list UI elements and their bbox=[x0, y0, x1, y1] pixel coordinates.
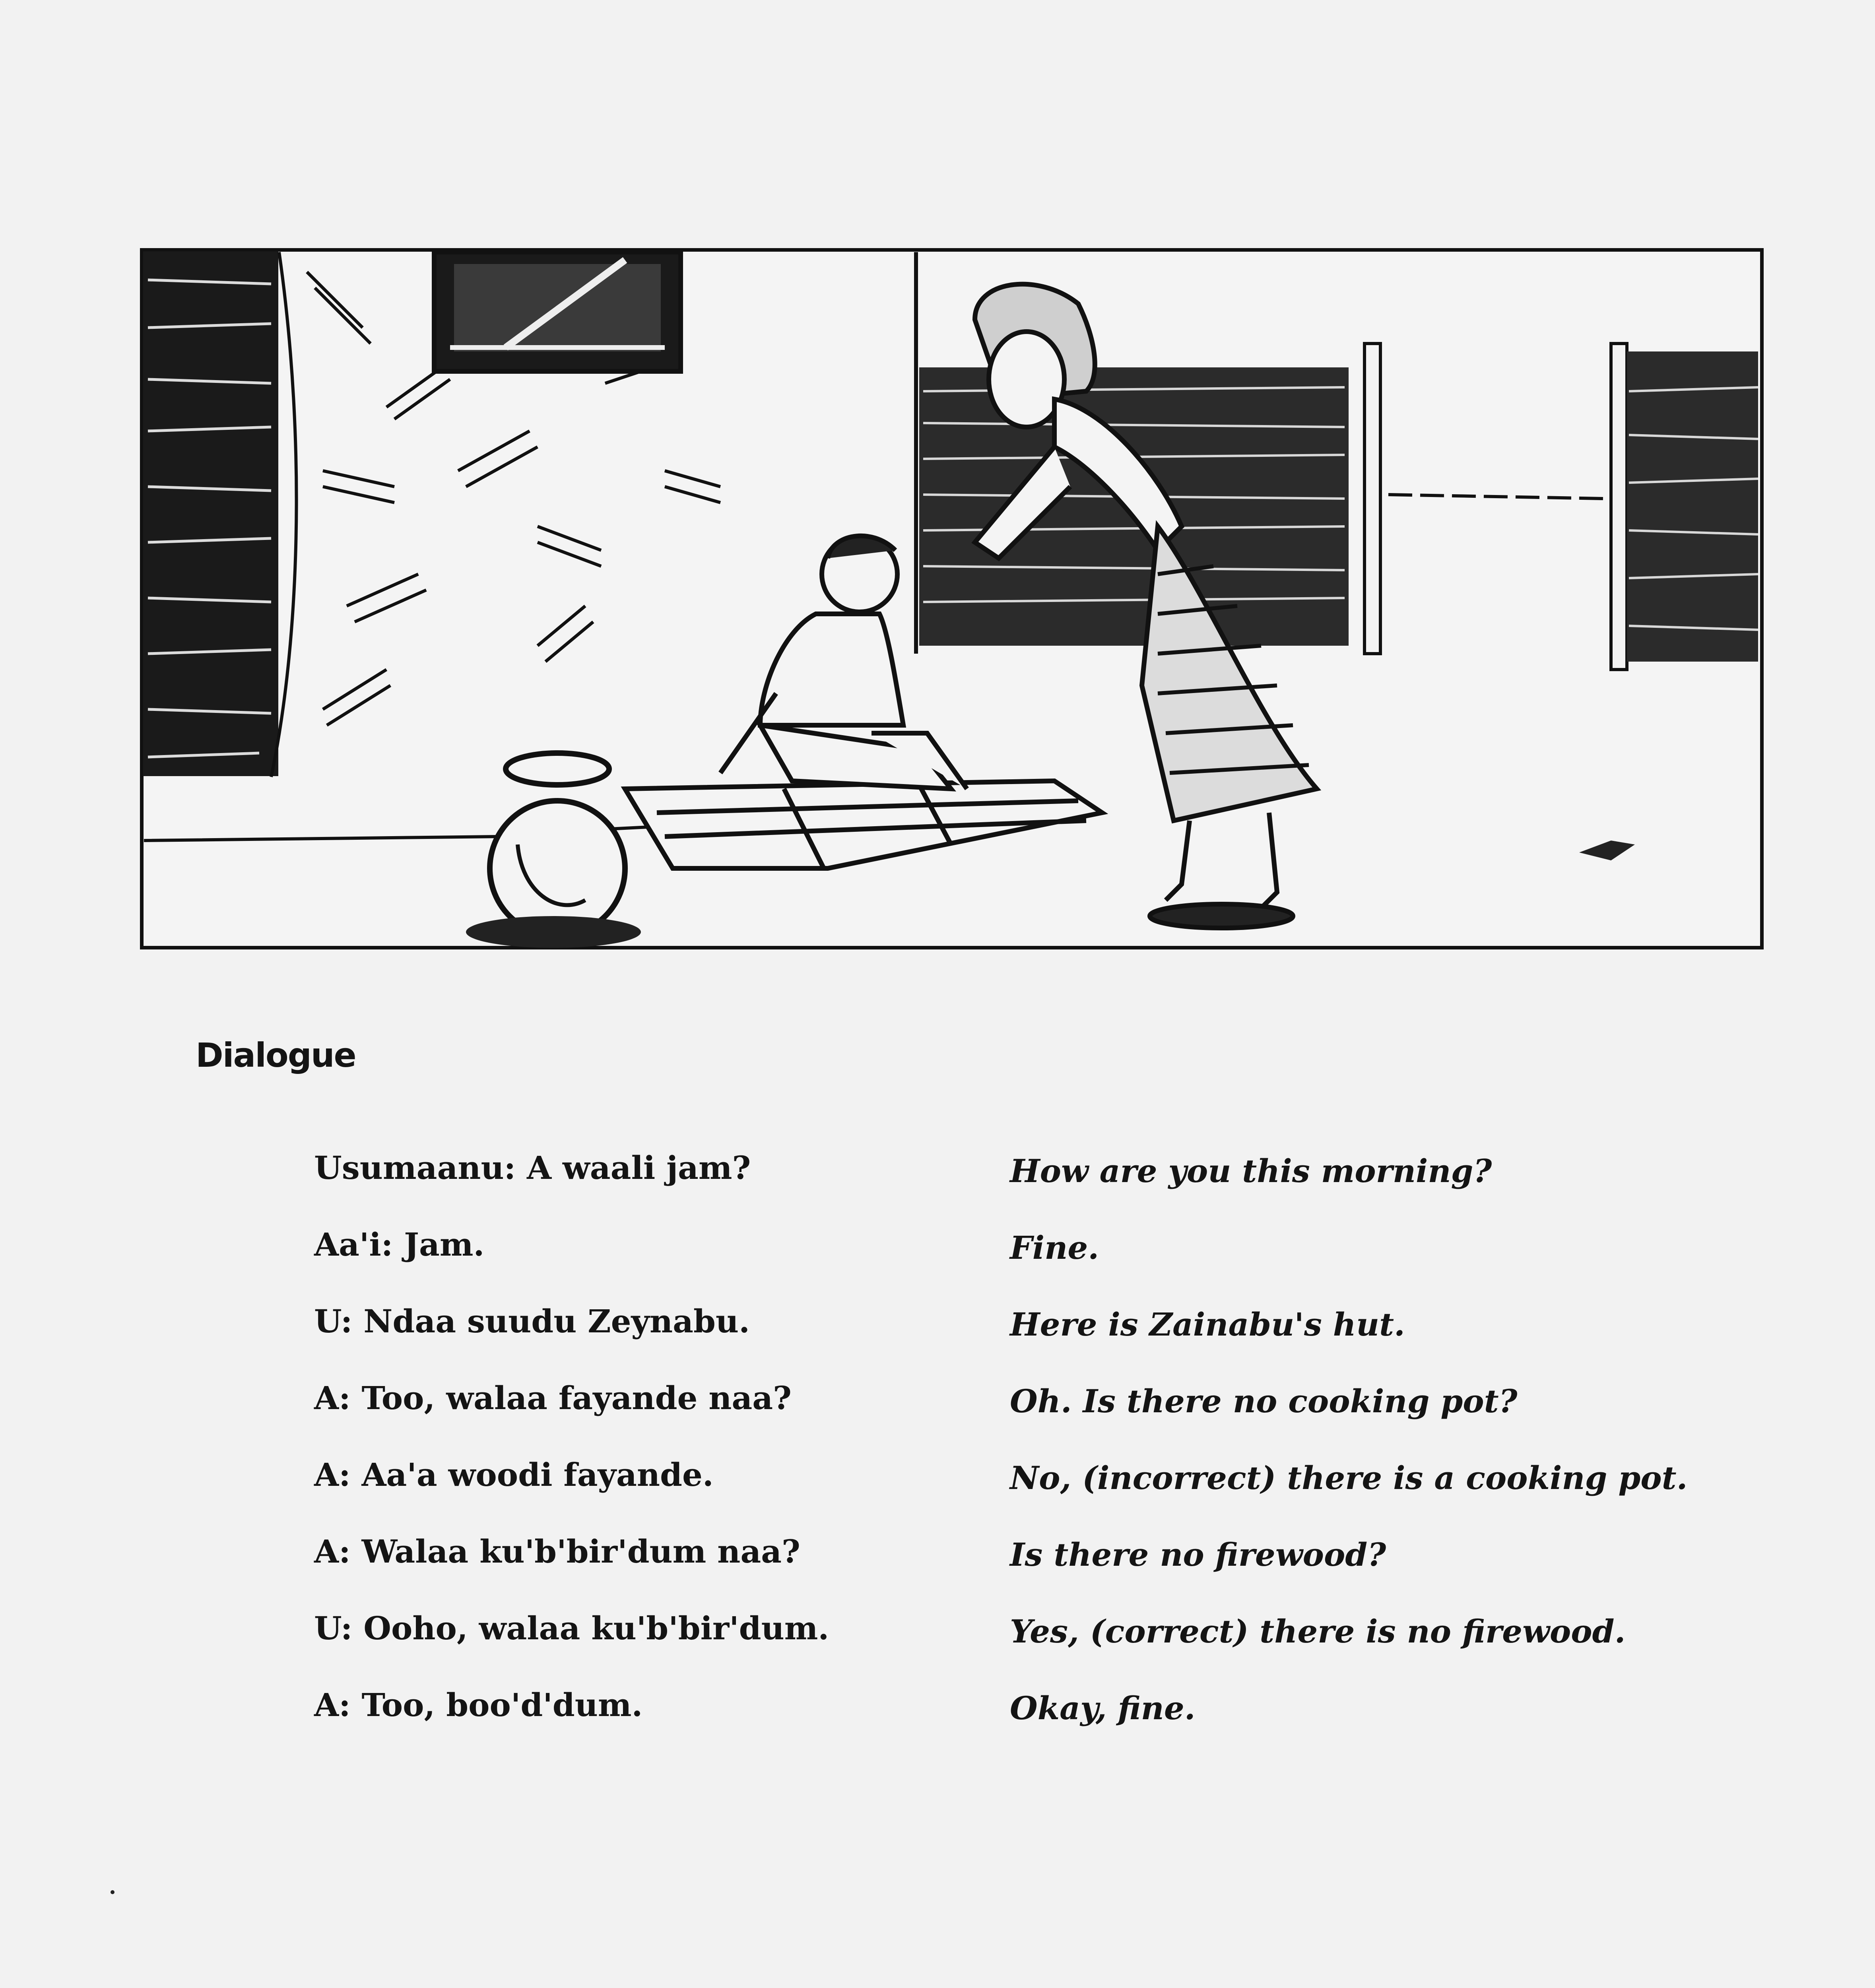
dialogue-fulani: A: Walaa ku'b'bir'dum naa? bbox=[314, 1533, 800, 1570]
dialogue-fulani: A: Too, boo'd'dum. bbox=[314, 1686, 643, 1724]
dialogue-fulani: A: Too, walaa fayande naa? bbox=[314, 1379, 792, 1417]
dialogue-english: Fine. bbox=[1010, 1229, 1099, 1266]
hut-window bbox=[434, 252, 681, 371]
woven-fence-right bbox=[1611, 344, 1758, 670]
dialogue-row bbox=[0, 1303, 1875, 1346]
dialogue-fulani: U: Ooho, walaa ku'b'bir'dum. bbox=[314, 1609, 829, 1647]
dialogue-row bbox=[0, 1533, 1875, 1576]
dialogue-english: Okay, fine. bbox=[1010, 1689, 1196, 1727]
dialogue-row bbox=[0, 1686, 1875, 1730]
dialogue-english: Oh. Is there no cooking pot? bbox=[1010, 1382, 1518, 1420]
section-heading: Dialogue bbox=[196, 1036, 356, 1075]
stray-mark bbox=[111, 1890, 115, 1894]
dialogue-english: Yes, (correct) there is no firewood. bbox=[1010, 1613, 1626, 1650]
dialogue-english: Is there no firewood? bbox=[1010, 1536, 1386, 1573]
dialogue-row bbox=[0, 1379, 1875, 1423]
dialogue-fulani: U: Ndaa suudu Zeynabu. bbox=[314, 1303, 750, 1340]
dialogue-row bbox=[0, 1456, 1875, 1500]
hut-wall-texture bbox=[143, 251, 278, 776]
dialogue-fulani: Usumaanu: A waali jam? bbox=[314, 1149, 751, 1186]
dialogue-fulani: A: Aa'a woodi fayande. bbox=[314, 1456, 714, 1493]
dialogue-english: Here is Zainabu's hut. bbox=[1010, 1306, 1405, 1343]
illustration-boy-and-woman bbox=[140, 248, 1764, 949]
dialogue-english: No, (incorrect) there is a cooking pot. bbox=[1010, 1459, 1688, 1497]
dialogue-row bbox=[0, 1609, 1875, 1653]
dialogue-english: How are you this morning? bbox=[1010, 1152, 1492, 1190]
dialogue-fulani: Aa'i: Jam. bbox=[314, 1226, 485, 1263]
dialogue-row bbox=[0, 1149, 1875, 1193]
dialogue-row bbox=[0, 1226, 1875, 1270]
